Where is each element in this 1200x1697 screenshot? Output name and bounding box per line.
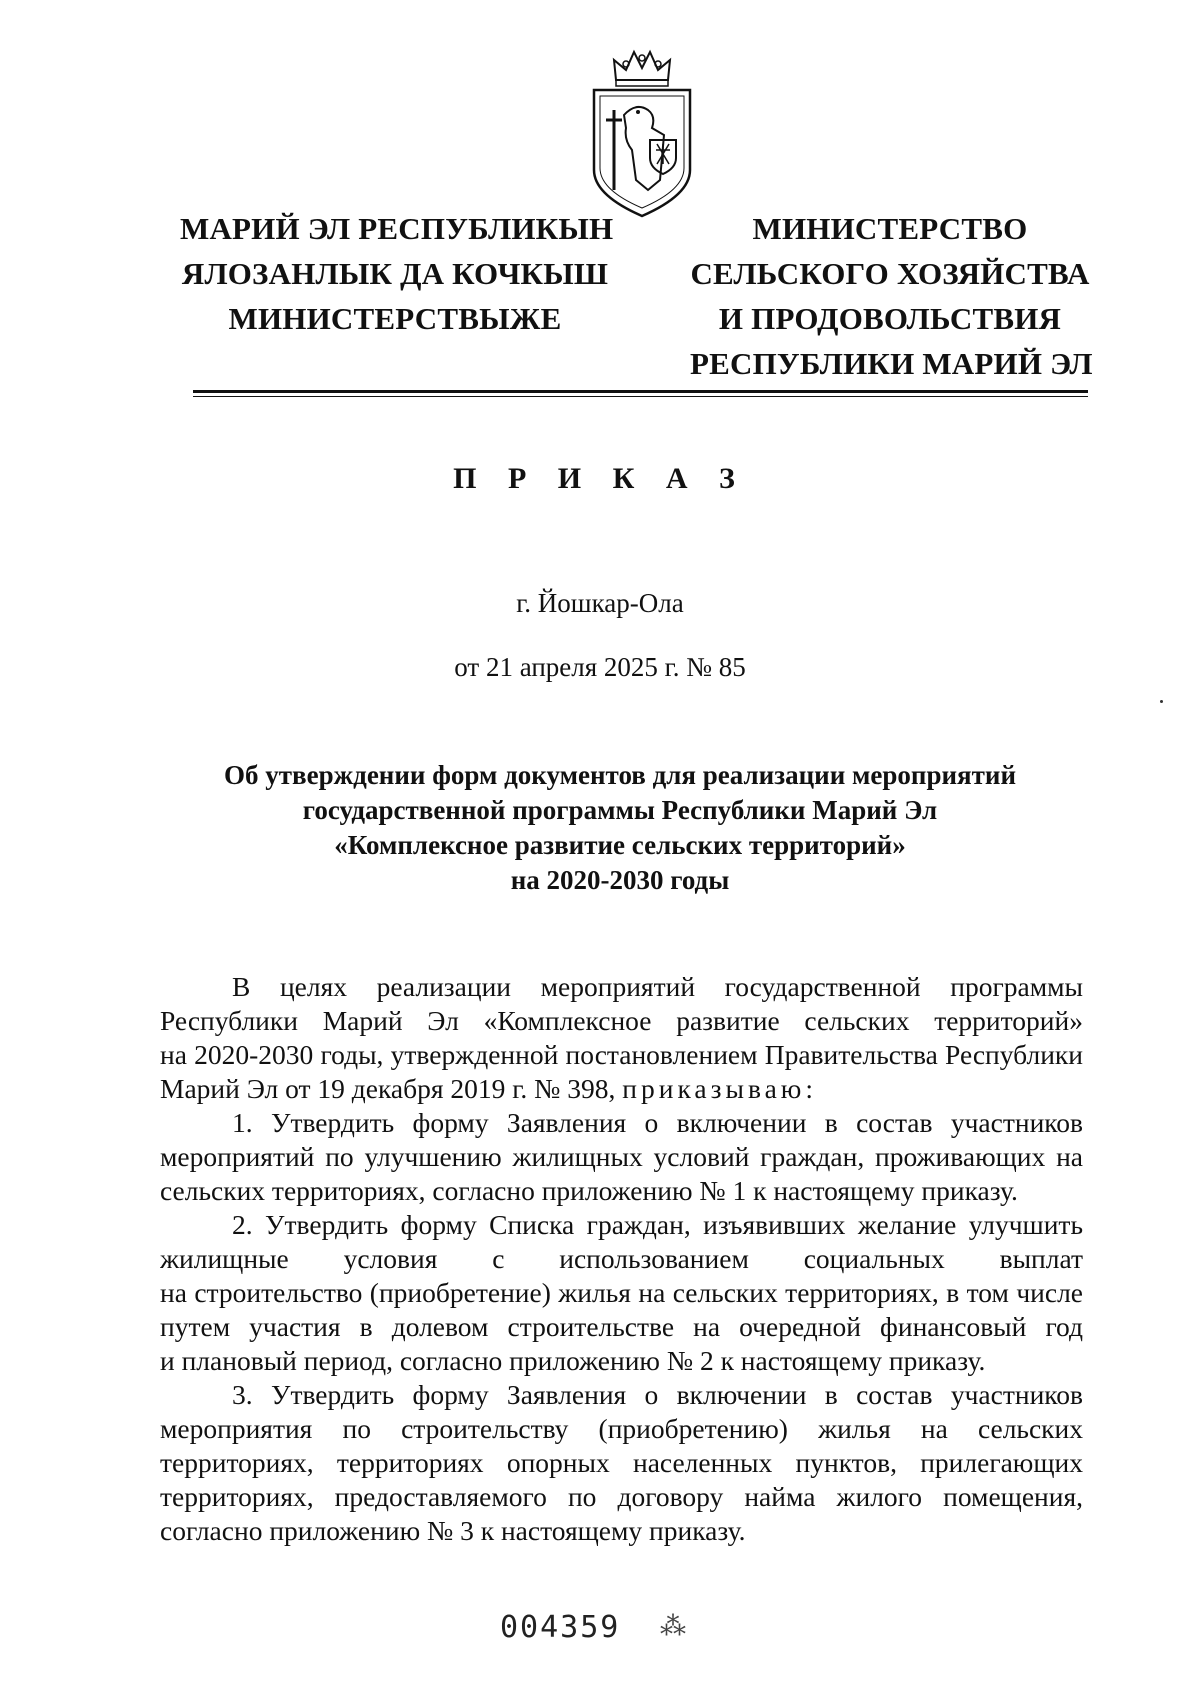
- header-right-line-3: И ПРОДОВОЛЬСТВИЯ: [718, 301, 1062, 336]
- body-line: мероприятия по строительству (приобретению) жилья на сельских: [160, 1413, 1083, 1444]
- header-left-line-2: ЯЛОЗАНЛЫК ДА КОЧКЫШ: [181, 256, 609, 291]
- header-divider-thick: [193, 390, 1088, 393]
- header-left-marii: [180, 206, 614, 341]
- body-line: на 2020-2030 годы, утвержденной постановлением Правительства Республики: [160, 1039, 1083, 1070]
- serial-number: 004359: [500, 1610, 621, 1645]
- title-line-4: на 2020-2030 годы: [510, 865, 730, 895]
- scan-speck: [1160, 700, 1163, 703]
- document-city: г. Йошкар-Ола: [516, 588, 684, 618]
- body-line: путем участия в долевом строительстве на очередной финансовый год: [160, 1311, 1083, 1342]
- body-line: 1. Утвердить форму Заявления о включении в состав участников: [232, 1107, 1083, 1138]
- body-line: территориях, предоставляемого по договору найма жилого помещения,: [160, 1481, 1083, 1512]
- title-line-2: государственной программы Республики Марий Эл: [302, 795, 938, 825]
- body-line: В целях реализации мероприятий государственной программы: [232, 971, 1083, 1002]
- body-line: 2. Утвердить форму Списка граждан, изъявивших желание улучшить: [232, 1209, 1083, 1240]
- serial-mark-icon: ⁂: [660, 1612, 686, 1641]
- document-type: П Р И К А З: [453, 462, 747, 495]
- header-right-line-2: СЕЛЬСКОГО ХОЗЯЙСТВА: [690, 256, 1090, 291]
- header-left-line-3: МИНИСТЕРСТВЫЖЕ: [228, 301, 562, 336]
- header-left-line-1: МАРИЙ ЭЛ РЕСПУБЛИКЫН: [180, 211, 614, 246]
- header-right-russian: [690, 206, 1093, 386]
- body-text: Марий Эл от 19 декабря 2019 г. № 398,: [160, 1073, 623, 1104]
- body-line: согласно приложению № 3 к настоящему приказу.: [160, 1515, 746, 1546]
- document-body: [160, 970, 1083, 1548]
- document-date-number: от 21 апреля 2025 г. № 85: [454, 652, 746, 682]
- body-line: жилищные условия с использованием социальных выплат: [160, 1243, 1083, 1274]
- header-right-line-1: МИНИСТЕРСТВО: [752, 211, 1028, 246]
- body-line: 3. Утвердить форму Заявления о включении в состав участников: [232, 1379, 1083, 1410]
- body-line: Республики Марий Эл «Комплексное развитие сельских территорий»: [160, 1005, 1083, 1036]
- order-keyword: приказываю:: [622, 1073, 817, 1104]
- header-divider-thin: [193, 396, 1088, 397]
- coat-of-arms-icon: [586, 40, 698, 218]
- body-line: на строительство (приобретение) жилья на сельских территориях, в том числе: [160, 1277, 1083, 1308]
- title-line-1: Об утверждении форм документов для реализации мероприятий: [223, 760, 1017, 790]
- body-line: сельских территориях, согласно приложению № 1 к настоящему приказу.: [160, 1175, 1018, 1206]
- body-line: и плановый период, согласно приложению № 2 к настоящему приказу.: [160, 1345, 986, 1376]
- document-title: [160, 758, 1080, 898]
- body-line: территориях, территориях опорных населенных пунктов, прилегающих: [160, 1447, 1083, 1478]
- title-line-3: «Комплексное развитие сельских территорий»: [334, 830, 906, 860]
- body-line: [160, 1072, 1083, 1106]
- body-line: мероприятий по улучшению жилищных условий граждан, проживающих на: [160, 1141, 1083, 1172]
- header-right-line-4: РЕСПУБЛИКИ МАРИЙ ЭЛ: [690, 346, 1093, 381]
